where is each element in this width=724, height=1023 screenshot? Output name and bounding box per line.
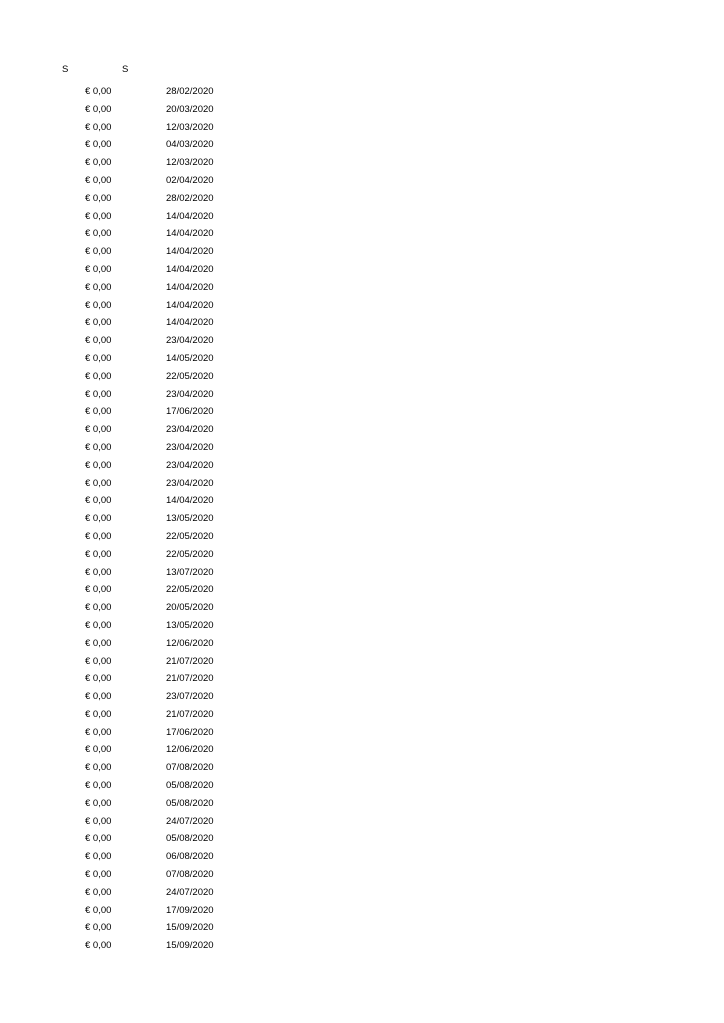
cell-amount: € 0,00 <box>85 780 112 792</box>
cell-amount: € 0,00 <box>85 815 112 827</box>
cell-amount: € 0,00 <box>85 441 112 453</box>
cell-amount: € 0,00 <box>85 869 112 881</box>
cell-date: 14/04/2020 <box>166 210 214 222</box>
table-row <box>0 405 724 423</box>
cell-date: 22/05/2020 <box>166 548 214 560</box>
cell-date: 15/09/2020 <box>166 922 214 934</box>
cell-date: 23/04/2020 <box>166 335 214 347</box>
table-row <box>0 441 724 459</box>
cell-date: 20/05/2020 <box>166 602 214 614</box>
table-row <box>0 904 724 922</box>
cell-amount: € 0,00 <box>85 139 112 151</box>
table-row <box>0 299 724 317</box>
cell-date: 24/07/2020 <box>166 815 214 827</box>
table-row <box>0 832 724 850</box>
table-row <box>0 530 724 548</box>
table-header-row <box>0 64 724 78</box>
table-row <box>0 815 724 833</box>
cell-date: 05/08/2020 <box>166 780 214 792</box>
cell-amount: € 0,00 <box>85 210 112 222</box>
cell-amount: € 0,00 <box>85 762 112 774</box>
cell-amount: € 0,00 <box>85 797 112 809</box>
cell-amount: € 0,00 <box>85 673 112 685</box>
table-row <box>0 459 724 477</box>
table-row <box>0 601 724 619</box>
table-row <box>0 174 724 192</box>
cell-amount: € 0,00 <box>85 246 112 258</box>
cell-amount: € 0,00 <box>85 584 112 596</box>
cell-date: 23/04/2020 <box>166 388 214 400</box>
data-table <box>0 85 724 957</box>
cell-amount: € 0,00 <box>85 103 112 115</box>
cell-amount: € 0,00 <box>85 157 112 169</box>
cell-date: 21/07/2020 <box>166 708 214 720</box>
cell-date: 15/09/2020 <box>166 940 214 952</box>
table-row <box>0 103 724 121</box>
table-row <box>0 281 724 299</box>
cell-amount: € 0,00 <box>85 174 112 186</box>
cell-amount: € 0,00 <box>85 513 112 525</box>
table-row <box>0 583 724 601</box>
cell-amount: € 0,00 <box>85 602 112 614</box>
cell-date: 06/08/2020 <box>166 851 214 863</box>
cell-amount: € 0,00 <box>85 263 112 275</box>
table-row <box>0 637 724 655</box>
cell-date: 12/03/2020 <box>166 157 214 169</box>
cell-amount: € 0,00 <box>85 940 112 952</box>
cell-amount: € 0,00 <box>85 299 112 311</box>
cell-amount: € 0,00 <box>85 228 112 240</box>
cell-amount: € 0,00 <box>85 530 112 542</box>
table-row <box>0 334 724 352</box>
cell-amount: € 0,00 <box>85 904 112 916</box>
cell-amount: € 0,00 <box>85 352 112 364</box>
table-row <box>0 138 724 156</box>
cell-date: 23/04/2020 <box>166 441 214 453</box>
table-row <box>0 316 724 334</box>
cell-amount: € 0,00 <box>85 548 112 560</box>
cell-amount: € 0,00 <box>85 833 112 845</box>
cell-date: 17/06/2020 <box>166 406 214 418</box>
cell-amount: € 0,00 <box>85 922 112 934</box>
table-row <box>0 121 724 139</box>
table-row <box>0 921 724 939</box>
cell-amount: € 0,00 <box>85 281 112 293</box>
cell-amount: € 0,00 <box>85 851 112 863</box>
cell-amount: € 0,00 <box>85 495 112 507</box>
cell-date: 14/04/2020 <box>166 281 214 293</box>
table-row <box>0 655 724 673</box>
cell-date: 14/04/2020 <box>166 263 214 275</box>
cell-date: 21/07/2020 <box>166 673 214 685</box>
cell-amount: € 0,00 <box>85 192 112 204</box>
cell-date: 05/08/2020 <box>166 833 214 845</box>
cell-date: 13/07/2020 <box>166 566 214 578</box>
table-row <box>0 85 724 103</box>
cell-date: 12/06/2020 <box>166 637 214 649</box>
cell-amount: € 0,00 <box>85 619 112 631</box>
cell-date: 23/04/2020 <box>166 477 214 489</box>
cell-date: 20/03/2020 <box>166 103 214 115</box>
table-row <box>0 245 724 263</box>
table-row <box>0 263 724 281</box>
cell-date: 12/06/2020 <box>166 744 214 756</box>
table-row <box>0 423 724 441</box>
cell-amount: € 0,00 <box>85 406 112 418</box>
cell-date: 22/05/2020 <box>166 370 214 382</box>
table-row <box>0 726 724 744</box>
table-row <box>0 779 724 797</box>
table-row <box>0 797 724 815</box>
cell-date: 13/05/2020 <box>166 513 214 525</box>
table-row <box>0 156 724 174</box>
cell-amount: € 0,00 <box>85 121 112 133</box>
cell-date: 07/08/2020 <box>166 869 214 881</box>
table-row <box>0 619 724 637</box>
cell-date: 23/07/2020 <box>166 691 214 703</box>
table-row <box>0 370 724 388</box>
cell-amount: € 0,00 <box>85 886 112 898</box>
table-row <box>0 743 724 761</box>
cell-amount: € 0,00 <box>85 477 112 489</box>
cell-date: 13/05/2020 <box>166 619 214 631</box>
table-row <box>0 868 724 886</box>
table-row <box>0 388 724 406</box>
table-row <box>0 512 724 530</box>
table-row <box>0 548 724 566</box>
cell-date: 14/04/2020 <box>166 299 214 311</box>
cell-amount: € 0,00 <box>85 424 112 436</box>
table-row <box>0 352 724 370</box>
table-row <box>0 672 724 690</box>
table-row <box>0 850 724 868</box>
table-row <box>0 227 724 245</box>
cell-date: 07/08/2020 <box>166 762 214 774</box>
table-row <box>0 708 724 726</box>
cell-date: 14/04/2020 <box>166 495 214 507</box>
cell-date: 28/02/2020 <box>166 86 214 97</box>
cell-date: 14/04/2020 <box>166 228 214 240</box>
cell-amount: € 0,00 <box>85 370 112 382</box>
cell-amount: € 0,00 <box>85 691 112 703</box>
cell-date: 14/04/2020 <box>166 246 214 258</box>
table-row <box>0 886 724 904</box>
cell-amount: € 0,00 <box>85 388 112 400</box>
cell-amount: € 0,00 <box>85 655 112 667</box>
cell-amount: € 0,00 <box>85 335 112 347</box>
cell-amount: € 0,00 <box>85 86 112 97</box>
cell-date: 21/07/2020 <box>166 655 214 667</box>
cell-date: 28/02/2020 <box>166 192 214 204</box>
cell-date: 17/06/2020 <box>166 726 214 738</box>
cell-date: 23/04/2020 <box>166 459 214 471</box>
cell-amount: € 0,00 <box>85 726 112 738</box>
table-row <box>0 566 724 584</box>
table-row <box>0 690 724 708</box>
cell-amount: € 0,00 <box>85 317 112 329</box>
table-row <box>0 192 724 210</box>
cell-date: 05/08/2020 <box>166 797 214 809</box>
column-header-b: S <box>122 64 129 75</box>
table-row <box>0 939 724 957</box>
cell-date: 14/05/2020 <box>166 352 214 364</box>
cell-date: 24/07/2020 <box>166 886 214 898</box>
table-row <box>0 477 724 495</box>
table-row <box>0 210 724 228</box>
cell-amount: € 0,00 <box>85 744 112 756</box>
cell-date: 23/04/2020 <box>166 424 214 436</box>
column-header-a: S <box>62 64 69 75</box>
cell-date: 22/05/2020 <box>166 530 214 542</box>
cell-date: 22/05/2020 <box>166 584 214 596</box>
cell-date: 02/04/2020 <box>166 174 214 186</box>
cell-amount: € 0,00 <box>85 637 112 649</box>
cell-date: 14/04/2020 <box>166 317 214 329</box>
cell-date: 12/03/2020 <box>166 121 214 133</box>
cell-date: 04/03/2020 <box>166 139 214 151</box>
cell-amount: € 0,00 <box>85 566 112 578</box>
cell-amount: € 0,00 <box>85 459 112 471</box>
cell-amount: € 0,00 <box>85 708 112 720</box>
table-row <box>0 494 724 512</box>
cell-date: 17/09/2020 <box>166 904 214 916</box>
table-row <box>0 761 724 779</box>
